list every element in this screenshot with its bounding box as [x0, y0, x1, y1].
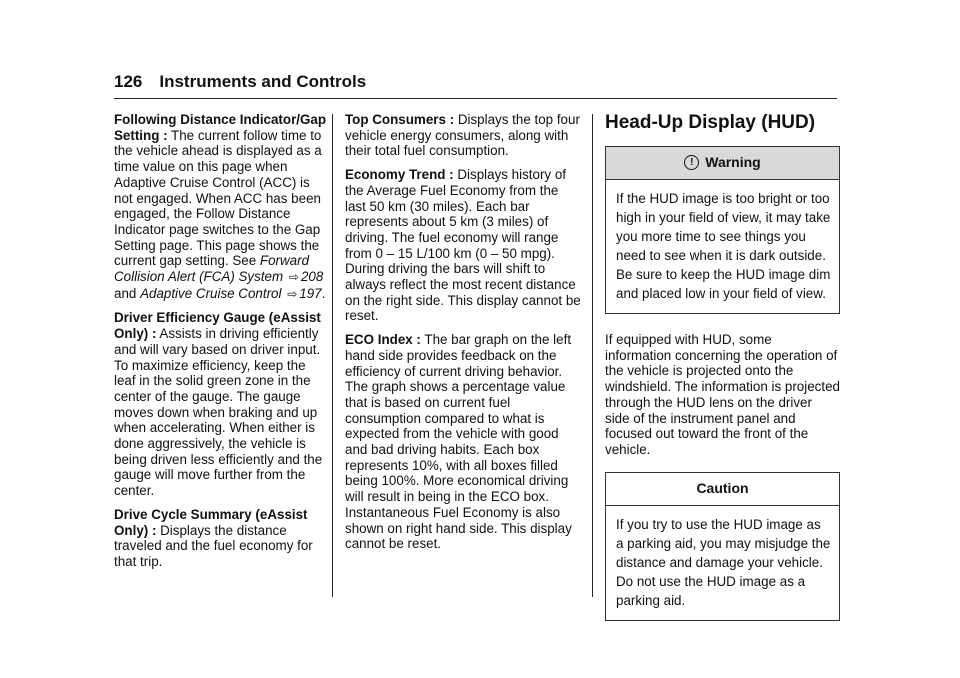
page-header — [114, 72, 836, 92]
link-adaptive-cruise-control[interactable]: Adaptive Cruise Control — [140, 285, 282, 301]
warning-title: Warning — [705, 154, 761, 171]
column-divider-1 — [332, 114, 333, 597]
term-driver-efficiency: Driver Efficiency Gauge (eAssist Only) : — [114, 310, 321, 342]
page-ref-208[interactable]: 208 — [300, 269, 324, 285]
paragraph-economy-trend: Economy Trend : Displays history of the Average Fuel Economy from the last 50 km (30 miles). Each bar represents about 5 km (3 miles) of driving. The fuel economy will range from 0 – 15 L/100 km (0 – 50 mpg). During driving the bars will shift to always reflect the most recent distance on the right side. This display cannot be reset. — [345, 167, 581, 324]
page-ref-197[interactable]: 197 — [299, 285, 322, 301]
warning-box — [605, 146, 840, 314]
caution-header — [606, 473, 839, 506]
caution-box — [605, 472, 840, 621]
link-forward-collision-alert[interactable]: Forward Collision Alert (FCA) System — [114, 253, 310, 285]
warning-header — [606, 147, 839, 180]
caution-text: If you try to use the HUD image as a parking aid, you may misjudge the distance and damage your vehicle. Do not use the HUD image as a parking aid. — [616, 516, 831, 608]
paragraph-following-distance: Following Distance Indicator/Gap Setting : The current follow time to the vehicle ahead is displayed as a time value on this page when Adaptive Cruise Control (ACC) is not engaged. When ACC has been engaged, the Follow Distance Indicator page switches to the Gap Setting page. This page shows the current gap setting. See Forward Collision Alert (FCA) System ⇨ 208 and Adaptive Cruise Control ⇨ 197. — [114, 112, 327, 301]
paragraph-driver-efficiency: Driver Efficiency Gauge (eAssist Only) : Assists in driving efficiently and will vary based on driver input. To maximize efficiency, keep the leaf in the solid green zone in the center of the gauge. The gauge moves down when braking and up when accelerating. When either is done aggressively, the vehicle is being driven less efficiently and the gauge will move further from the center. — [114, 310, 323, 499]
warning-icon: ! — [684, 155, 699, 170]
caution-title: Caution — [696, 479, 749, 496]
warning-text: If the HUD image is too bright or too high in your field of view, it may take you more time to see things you need to see when it is dark outside. Be sure to keep the HUD image dim and placed low in your field of view. — [616, 191, 831, 301]
term-drive-cycle: Drive Cycle Summary (eAssist Only) : — [114, 506, 308, 538]
hud-description: If equipped with HUD, some information concerning the operation of the vehicle is projected onto the windshield. The information is projected through the HUD lens on the driver side of the instrument panel and focused out toward the front of the vehicle. — [605, 332, 840, 457]
paragraph-eco-index: ECO Index : The bar graph on the left hand side provides feedback on the efficiency of current driving behavior. The graph shows a percentage value that is based on current fuel consumption compared to what is expected from the vehicle with good and bad driving habits. Each box represents 10%, with all boxes filled being 100%. More economical driving will result in being in the ECO box. Instantaneous Fuel Economy is also shown on right hand side. This display cannot be reset. — [345, 332, 572, 552]
section-title: Instruments and Controls — [159, 72, 367, 91]
term-following-distance: Following Distance Indicator/Gap Setting : — [114, 112, 327, 143]
paragraph-drive-cycle: Drive Cycle Summary (eAssist Only) : Displays the distance traveled and the fuel economy for that trip. — [114, 506, 313, 569]
term-eco-index: ECO Index : — [345, 332, 421, 348]
page-number: 126 — [114, 72, 143, 91]
column-1 — [114, 112, 328, 578]
column-divider-2 — [592, 114, 593, 597]
paragraph-top-consumers: Top Consumers : Displays the top four vehicle energy consumers, along with their total fuel consumption. — [345, 112, 580, 159]
column-2 — [345, 112, 581, 560]
header-divider — [114, 98, 837, 99]
term-economy-trend: Economy Trend : — [345, 167, 454, 183]
term-top-consumers: Top Consumers : — [345, 112, 455, 127]
page-ref-arrow-icon: ⇨ — [288, 270, 299, 285]
column-3 — [605, 112, 840, 639]
hud-heading: Head-Up Display (HUD) — [605, 112, 816, 133]
page-ref-arrow-icon: ⇨ — [287, 286, 298, 301]
